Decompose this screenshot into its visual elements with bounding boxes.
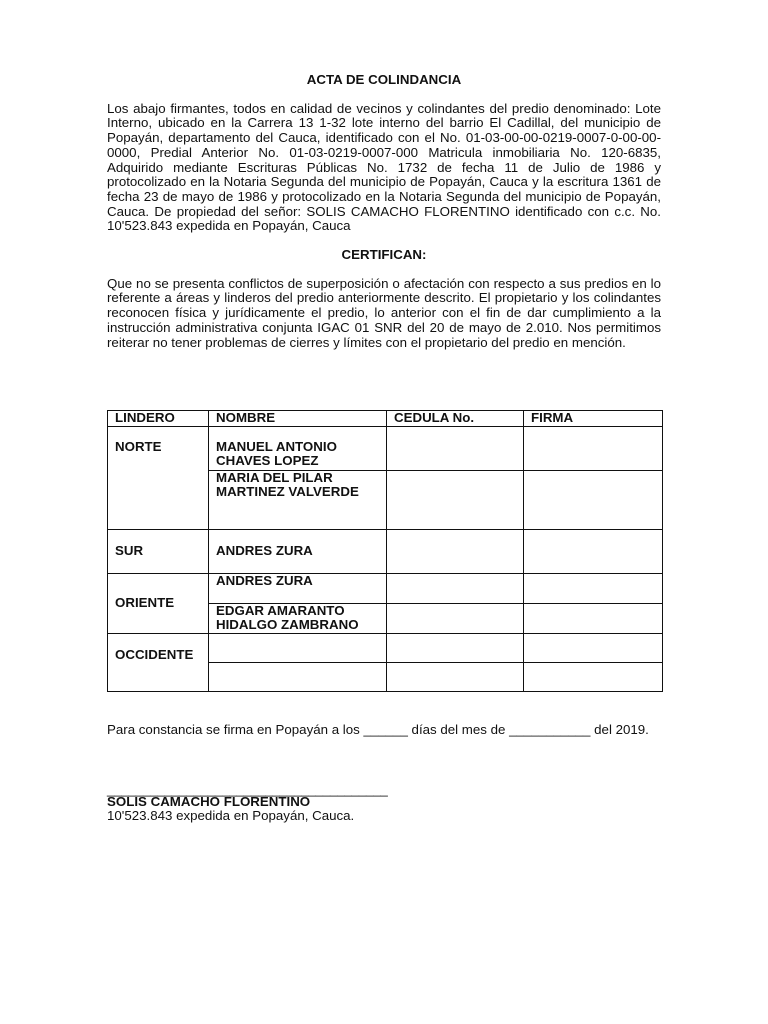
- certify-paragraph: Que no se presenta conflictos de superposición o afectación con respecto a sus predios en lo referente a áreas y linderos del predio anteriormente descrito. El propietario y los colindantes reconocen física y jurídicamente el predio, lo anterior con el fin de dar cumplimiento a la instrucción administrativa conjunta IGAC 01 SNR del 20 de mayo de 2.010. Nos permitimos reiterar no tener problemas de cierres y límites con el propietario del predio en mención.: [107, 275, 661, 350]
- nombre-oriente-1: ANDRES ZURA: [209, 573, 387, 603]
- firma-norte-2[interactable]: [524, 470, 663, 529]
- cedula-occidente-1[interactable]: [387, 634, 524, 663]
- cedula-norte-1[interactable]: [387, 426, 524, 470]
- cedula-oriente-1[interactable]: [387, 573, 524, 603]
- firma-oriente-1[interactable]: [524, 573, 663, 603]
- boundaries-table: [107, 410, 663, 692]
- cedula-oriente-2[interactable]: [387, 603, 524, 633]
- cedula-sur-1[interactable]: [387, 529, 524, 573]
- firma-sur-1[interactable]: [524, 529, 663, 573]
- nombre-occidente-2: [209, 663, 387, 692]
- document-title: ACTA DE COLINDANCIA: [306, 72, 462, 87]
- lindero-sur: SUR: [108, 529, 209, 573]
- document-page: [107, 72, 661, 823]
- signer-name: SOLIS CAMACHO FLORENTINO: [107, 794, 311, 809]
- table-row-oriente-1: [108, 573, 663, 603]
- table-row-norte-1: [108, 426, 663, 470]
- firma-norte-1[interactable]: [524, 426, 663, 470]
- table-row-occidente-1: [108, 634, 663, 663]
- nombre-norte-1: MANUEL ANTONIO CHAVES LOPEZ: [209, 426, 387, 470]
- firma-occidente-1[interactable]: [524, 634, 663, 663]
- header-cedula: CEDULA No.: [387, 411, 524, 427]
- firma-oriente-2[interactable]: [524, 603, 663, 633]
- cedula-occidente-2[interactable]: [387, 663, 524, 692]
- header-nombre: NOMBRE: [209, 411, 387, 427]
- firma-occidente-2[interactable]: [524, 663, 663, 692]
- table-row-sur: [108, 529, 663, 573]
- table-header-row: [108, 411, 663, 427]
- closing-paragraph: Para constancia se firma en Popayán a los ______ días del mes de ___________ del 2019.: [107, 722, 649, 737]
- lindero-norte: NORTE: [108, 426, 209, 529]
- signature-line: _______________________________________: [107, 782, 388, 797]
- header-firma: FIRMA: [524, 411, 663, 427]
- header-lindero: LINDERO: [108, 411, 209, 427]
- lindero-oriente: ORIENTE: [108, 573, 209, 633]
- intro-paragraph: Los abajo firmantes, todos en calidad de vecinos y colindantes del predio denominado: Lote Interno, ubicado en la Carrera 13 1-32 lote interno del barrio El Cadillal, del municipio de Popayán, departamento del Cauca, identificado con el No. 01-03-00-00-0219-0007-0-00-00-0000, Predial Anterior No. 01-03-0219-0007-000 Matricula inmobiliaria No. 120-6835, Adquirido mediante Escrituras Públicas No. 1732 de fecha 11 de Julio de 1986 y protocolizado en la Notaria Segunda del municipio de Popayán, Cauca y la escritura 1361 de fecha 23 de mayo de 1986 y protocolizado en la Notaria Segunda del municipio de Popayán, Cauca. De propiedad del señor: SOLIS CAMACHO FLORENTINO identificado con c.c. No. 10'523.843 expedida en Popayán, Cauca: [107, 100, 661, 234]
- signer-id: 10'523.843 expedida en Popayán, Cauca.: [107, 808, 355, 823]
- certify-heading: CERTIFICAN:: [341, 247, 427, 263]
- nombre-sur-1: ANDRES ZURA: [209, 529, 387, 573]
- nombre-occidente-1: [209, 634, 387, 663]
- lindero-occidente: OCCIDENTE: [108, 634, 209, 692]
- nombre-oriente-2: EDGAR AMARANTO HIDALGO ZAMBRANO: [209, 603, 387, 633]
- nombre-norte-2: MARIA DEL PILAR MARTINEZ VALVERDE: [209, 470, 387, 529]
- cedula-norte-2[interactable]: [387, 470, 524, 529]
